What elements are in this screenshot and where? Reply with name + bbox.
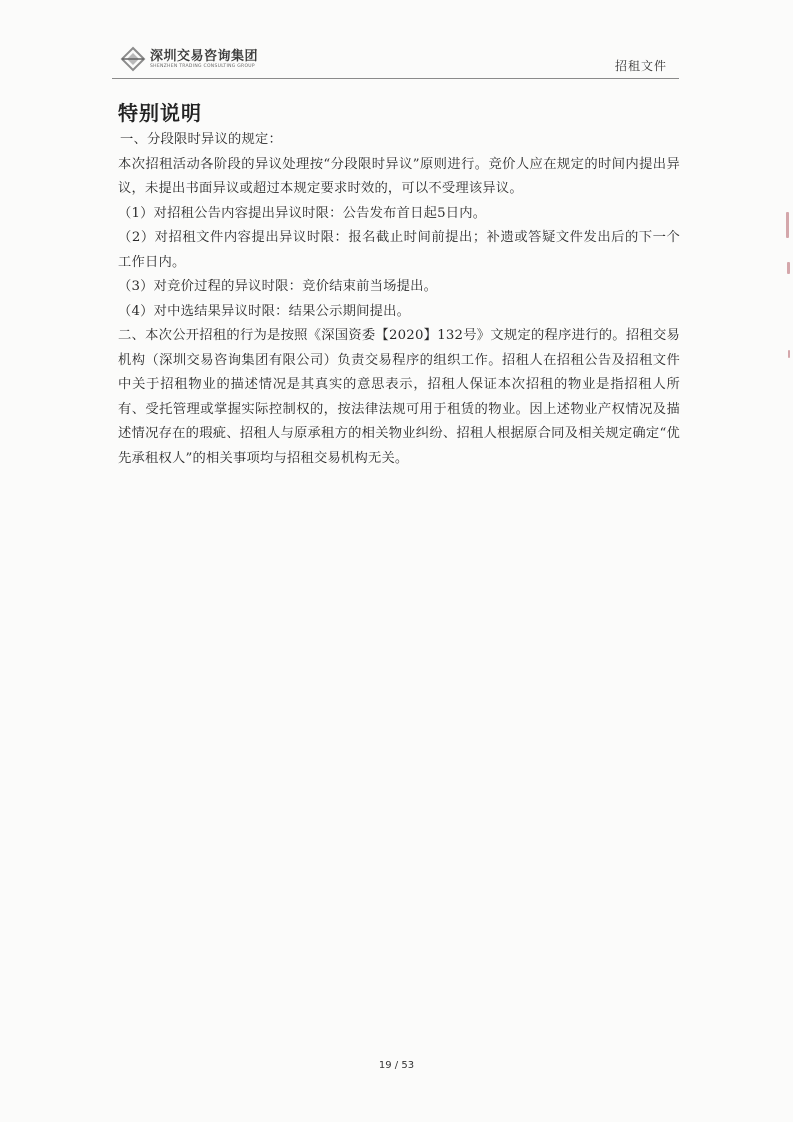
- logo-chinese-name: 深圳交易咨询集团: [150, 48, 259, 64]
- company-logo: [120, 46, 258, 72]
- paragraph-heading-objections: 一、分段限时异议的规定：: [120, 132, 282, 147]
- document-type-label: 招租文件: [614, 59, 667, 73]
- paragraph-objection-item-4: （4）对中选结果异议时限：结果公示期间提出。: [118, 303, 411, 319]
- paragraph-objection-item-2: （2）对招租文件内容提出异议时限：报名截止时间前提出；补遗或答疑文件发出后的下一个工作日内。: [118, 230, 680, 270]
- paragraph-objection-principle: 本次招租活动各阶段的异议处理按“分段限时异议”原则进行。竞价人应在规定的时间内提出异议，未提出书面异议或超过本规定要求时效的，可以不受理该异议。: [118, 156, 680, 196]
- paragraph-procedure-statement: 二、本次公开招租的行为是按照《深国资委【2020】132号》文规定的程序进行的。招租交易机构（深圳交易咨询集团有限公司）负责交易程序的组织工作。招租人在招租公告及招租文件中关于招租物业的描述情况是其真实的意思表示，招租人保证本次招租的物业是指招租人所有、受托管理或掌握实际控制权的，按法律法规可用于租赁的物业。因上述物业产权情况及描述情况存在的瑕疵、招租人与原承租方的相关物业纠纷、招租人根据原合同及相关规定确定“优先承租权人”的相关事项均与招租交易机构无关。: [118, 328, 680, 466]
- logo-english-name: SHENZHEN TRADING CONSULTING GROUP: [150, 63, 255, 69]
- section-title: 特别说明: [118, 101, 202, 125]
- scan-artifact-mark: [787, 262, 790, 274]
- paragraph-objection-item-3: （3）对竞价过程的异议时限：竞价结束前当场提出。: [118, 279, 438, 294]
- scan-artifact-mark: [786, 212, 789, 238]
- document-body: [118, 100, 680, 471]
- page-number: 19 / 53: [378, 1060, 415, 1071]
- scan-artifact-mark: [788, 350, 790, 358]
- logo-icon: [120, 46, 146, 72]
- page-header: [112, 40, 679, 79]
- paragraph-objection-item-1: （1）对招租公告内容提出异议时限：公告发布首日起5日内。: [118, 205, 487, 221]
